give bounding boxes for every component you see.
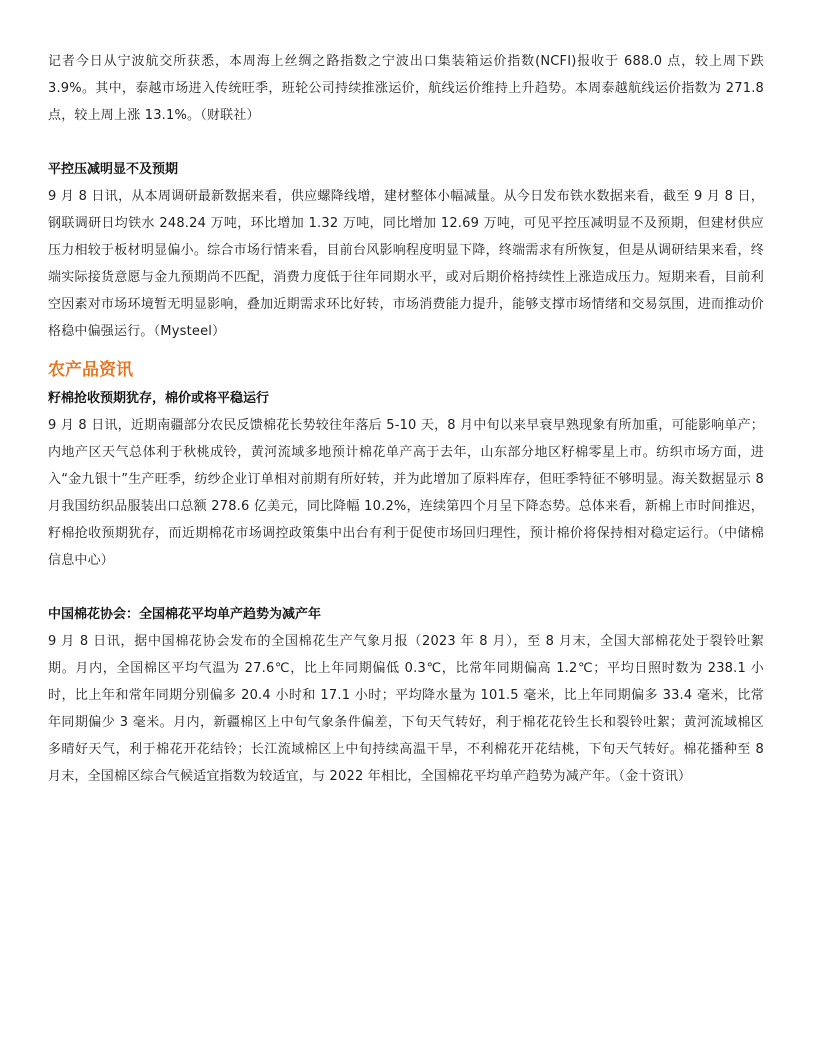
- agri-section-heading: 农产品资讯: [48, 360, 133, 380]
- ncfi-article-body: 记者今日从宁波航交所获悉，本周海上丝绸之路指数之宁波出口集装箱运价指数(NCFI)报收于 688.0 点，较上周下跌 3.9%。其中，泰越市场进入传统旺季，班轮公司持续推涨运价，航线运价维持上升趋势。本周泰越航线运价指数为 271.8 点，较上周上涨 13.1%。（财联社）: [48, 54, 764, 123]
- document-page: [48, 48, 764, 790]
- cotton-harvest-article-title: 籽棉抢收预期犹存，棉价或将平稳运行: [48, 391, 270, 406]
- cotton-association-article-body: 9 月 8 日讯，据中国棉花协会发布的全国棉花生产气象月报（2023 年 8 月），至 8 月末，全国大部棉花处于裂铃吐絮期。月内，全国棉区平均气温为 27.6℃，比上年同期偏低 0.3℃，比常年同期偏高 1.2℃；平均日照时数为 238.1 小时，比上年和常年同期分别偏多 20.4 小时和 17.1 小时；平均降水量为 101.5 毫米，比上年同期偏多 33.4 毫米，比常年同期偏少 3 毫米。月内，新疆棉区上中旬气象条件偏差，下旬天气转好，利于棉花花铃生长和裂铃吐絮；黄河流域棉区多晴好天气，利于棉花开花结铃；长江流域棉区上中旬持续高温干旱，不利棉花开花结桃，下旬天气转好。棉花播种至 8 月末，全国棉区综合气候适宜指数为较适宜，与 2022 年相比，全国棉花平均单产趋势为减产年。（金十资讯）: [48, 634, 764, 784]
- cotton-association-article-title: 中国棉花协会：全国棉花平均单产趋势为减产年: [48, 607, 322, 622]
- cotton-harvest-article-body: 9 月 8 日讯，近期南疆部分农民反馈棉花长势较往年落后 5-10 天，8 月中旬以来早衰早熟现象有所加重，可能影响单产；内地产区天气总体利于秋桃成铃，黄河流域多地预计棉花单产高于去年，山东部分地区籽棉零星上市。纺织市场方面，进入“金九银十”生产旺季，纺纱企业订单相对前期有所好转，并为此增加了原料库存，但旺季特征不够明显。海关数据显示 8 月我国纺织品服装出口总额 278.6 亿美元，同比降幅 10.2%，连续第四个月呈下降态势。总体来看，新棉上市时间推迟，籽棉抢收预期犹存，而近期棉花市场调控政策集中出台有利于促使市场回归理性，预计棉价将保持相对稳定运行。（中储棉信息中心）: [48, 418, 764, 568]
- steel-article-title: 平控压减明显不及预期: [48, 162, 179, 177]
- steel-article-body: 9 月 8 日讯，从本周调研最新数据来看，供应螺降线增，建材整体小幅减量。从今日发布铁水数据来看，截至 9 月 8 日，钢联调研日均铁水 248.24 万吨，环比增加 1.32 万吨，同比增加 12.69 万吨，可见平控压减明显不及预期，但建材供应压力相较于板材明显偏小。综合市场行情来看，目前台风影响程度明显下降，终端需求有所恢复，但是从调研结果来看，终端实际接货意愿与金九预期尚不匹配，消费力度低于往年同期水平，或对后期价格持续性上涨造成压力。短期来看，目前利空因素对市场环境暂无明显影响，叠加近期需求环比好转，市场消费能力提升，能够支撑市场情绪和交易氛围，进而推动价格稳中偏强运行。（Mysteel）: [48, 189, 764, 339]
